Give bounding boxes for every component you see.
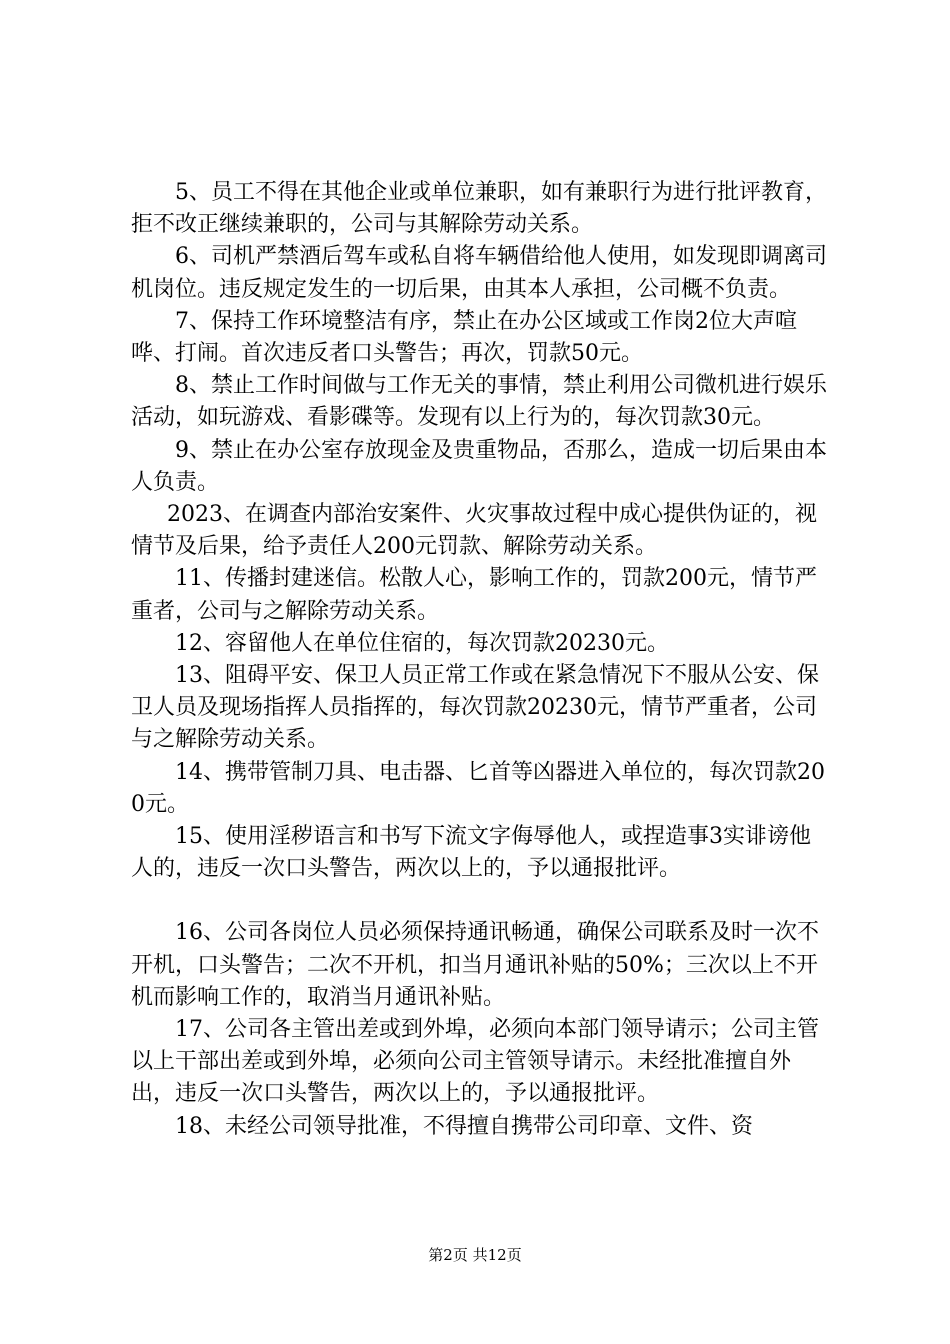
paragraph-6: 6、司机严禁酒后驾车或私自将车辆借给他人使用，如发现即调离司机岗位。违反规定发生的一切后果，由其本人承担，公司概不负责。 xyxy=(131,244,827,302)
paragraph-16: 16、公司各岗位人员必须保持通讯畅通，确保公司联系及时一次不开机，口头警告；二次不开机，扣当月通讯补贴的50%；三次以上不开机而影响工作的，取消当月通讯补贴。 xyxy=(131,920,819,1010)
paragraph-8: 8、禁止工作时间做与工作无关的事情，禁止利用公司微机进行娱乐活动，如玩游戏、看影碟等。发现有以上行为的，每次罚款30元。 xyxy=(131,373,827,431)
page-number-footer: 第2页 共12页 xyxy=(428,1246,522,1264)
paragraph-17: 17、公司各主管出差或到外埠，必须向本部门领导请示；公司主管以上干部出差或到外埠，必须向公司主管领导请示。未经批准擅自外出，违反一次口头警告，两次以上的，予以通报批评。 xyxy=(131,1017,819,1107)
paragraph-10: 2023、在调查内部治安案件、火灾事故过程中成心提供伪证的，视情节及后果，给予责任人200元罚款、解除劳动关系。 xyxy=(131,502,817,560)
document-body xyxy=(131,177,831,1143)
paragraph-12: 12、容留他人在单位住宿的，每次罚款20230元。 xyxy=(175,630,669,656)
paragraph-15: 15、使用淫秽语言和书写下流文字侮辱他人，或捏造事3实诽谤他人的，违反一次口头警告，两次以上的，予以通报批评。 xyxy=(131,824,811,882)
paragraph-14: 14、携带管制刀具、电击器、匕首等凶器进入单位的，每次罚款200元。 xyxy=(131,759,825,817)
paragraph-9: 9、禁止在办公室存放现金及贵重物品，否那么，造成一切后果由本人负责。 xyxy=(131,437,827,495)
paragraph-7: 7、保持工作环境整洁有序，禁止在办公区域或工作岗2位大声喧哗、打闹。首次违反者口头警告；再次，罚款50元。 xyxy=(131,308,797,367)
paragraph-gap xyxy=(131,885,831,917)
paragraph-13: 13、阻碍平安、保卫人员正常工作或在紧急情况下不服从公安、保卫人员及现场指挥人员指挥的，每次罚款20230元，情节严重者，公司与之解除劳动关系。 xyxy=(131,663,819,753)
paragraph-11: 11、传播封建迷信。松散人心，影响工作的，罚款200元，情节严重者，公司与之解除劳动关系。 xyxy=(131,566,817,624)
paragraph-5: 5、员工不得在其他企业或单位兼职，如有兼职行为进行批评教育，拒不改正继续兼职的，公司与其解除劳动关系。 xyxy=(131,180,827,238)
paragraph-18: 18、未经公司领导批准，不得擅自携带公司印章、文件、资 xyxy=(175,1113,753,1139)
